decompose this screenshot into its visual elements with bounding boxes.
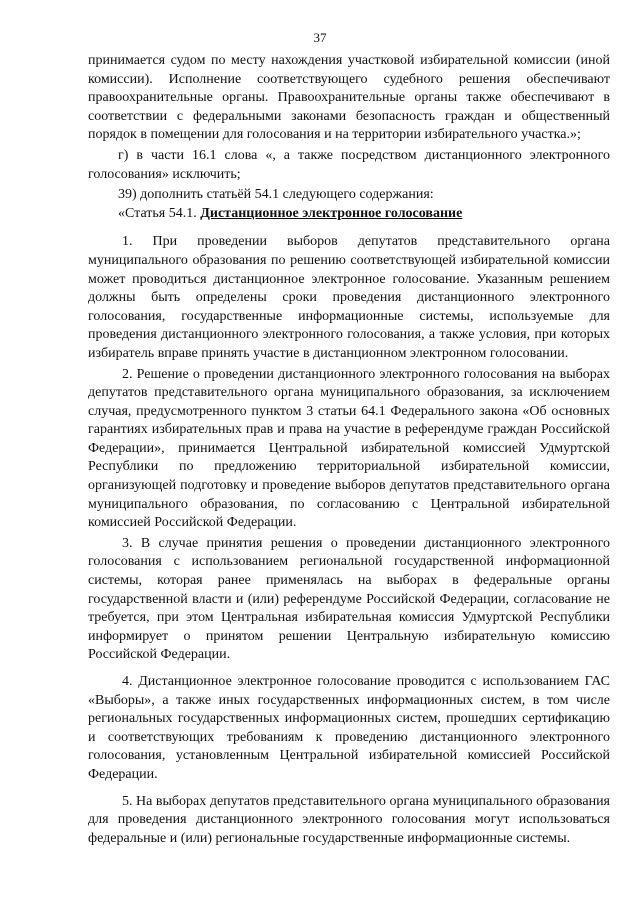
page-number: 37 xyxy=(313,30,327,45)
clause-1: 1. При проведении выборов депутатов представительного органа муниципального образования по решению соответствующей избирательной комиссии может проводиться дистанционное электронное голосование. Указанным решением должны быть определены сроки проведения дистанционного электронного голосования, государственные информационные системы, используемые для проведения дистанционного электронного голосования, а также условия, при которых избиратель вправе принять участие в дистанционном электронном голосовании. xyxy=(88,234,610,361)
clause-2: 2. Решение о проведении дистанционного электронного голосования на выборах депутатов представительного органа муниципального образования, за исключением случая, предусмотренного пунктом 3 статьи 64.1 Федерального закона «Об основных гарантиях избирательных прав и права на участие в референдуме граждан Российской Федерации», принимается Центральной избирательной комиссией Удмуртской Республики по предложению территориальной избирательной комиссии, организующей подготовку и проведение выборов депутатов представительного органа муниципального образования, по согласованию с Центральной избирательной комиссией Российской Федерации. xyxy=(88,366,610,531)
article-heading xyxy=(88,205,610,224)
article-title: Дистанционное электронное голосование xyxy=(200,205,463,221)
clause-3: 3. В случае принятия решения о проведении дистанционного электронного голосования с использованием региональной государственной информационной системы, которая ранее применялась на выборах в федеральные органы государственной власти и (или) референдуме Российской Федерации, согласование не требуется, при этом Центральная избирательная комиссия Удмуртской Республики информирует о принятом решении Центральную избирательную комиссию Российской Федерации. xyxy=(88,535,610,663)
document-body xyxy=(88,52,610,848)
clause-5: 5. На выборах депутатов представительного органа муниципального образования для проведения дистанционного электронного голосования могут использоваться федеральные и (или) региональные государственные информационные системы. xyxy=(88,793,610,846)
clause-4: 4. Дистанционное электронное голосование проводится с использованием ГАС «Выборы», а также иных государственных информационных систем, в том числе региональных государственных информационных систем, прошедших сертификацию и соответствующих требованиям к проведению дистанционного электронного голосования, установленным Центральной избирательной комиссией Российской Федерации. xyxy=(88,674,610,782)
article-prefix: «Статья 54.1. xyxy=(118,205,201,221)
paragraph-continuation: принимается судом по месту нахождения участковой избирательной комиссии (иной комиссии). Исполнение соответствующего судебного решения обеспечивают правоохранительные органы. Правоохранительные органы также обеспечивают в соответствии с федеральными законами безопасность граждан и общественный порядок в помещении для голосования и на территории избирательного участка.»; xyxy=(88,53,610,143)
paragraph-item-g: г) в части 16.1 слова «, а также посредством дистанционного электронного голосования» исключить; xyxy=(88,147,610,182)
paragraph-item-39: 39) дополнить статьёй 54.1 следующего содержания: xyxy=(118,187,434,203)
